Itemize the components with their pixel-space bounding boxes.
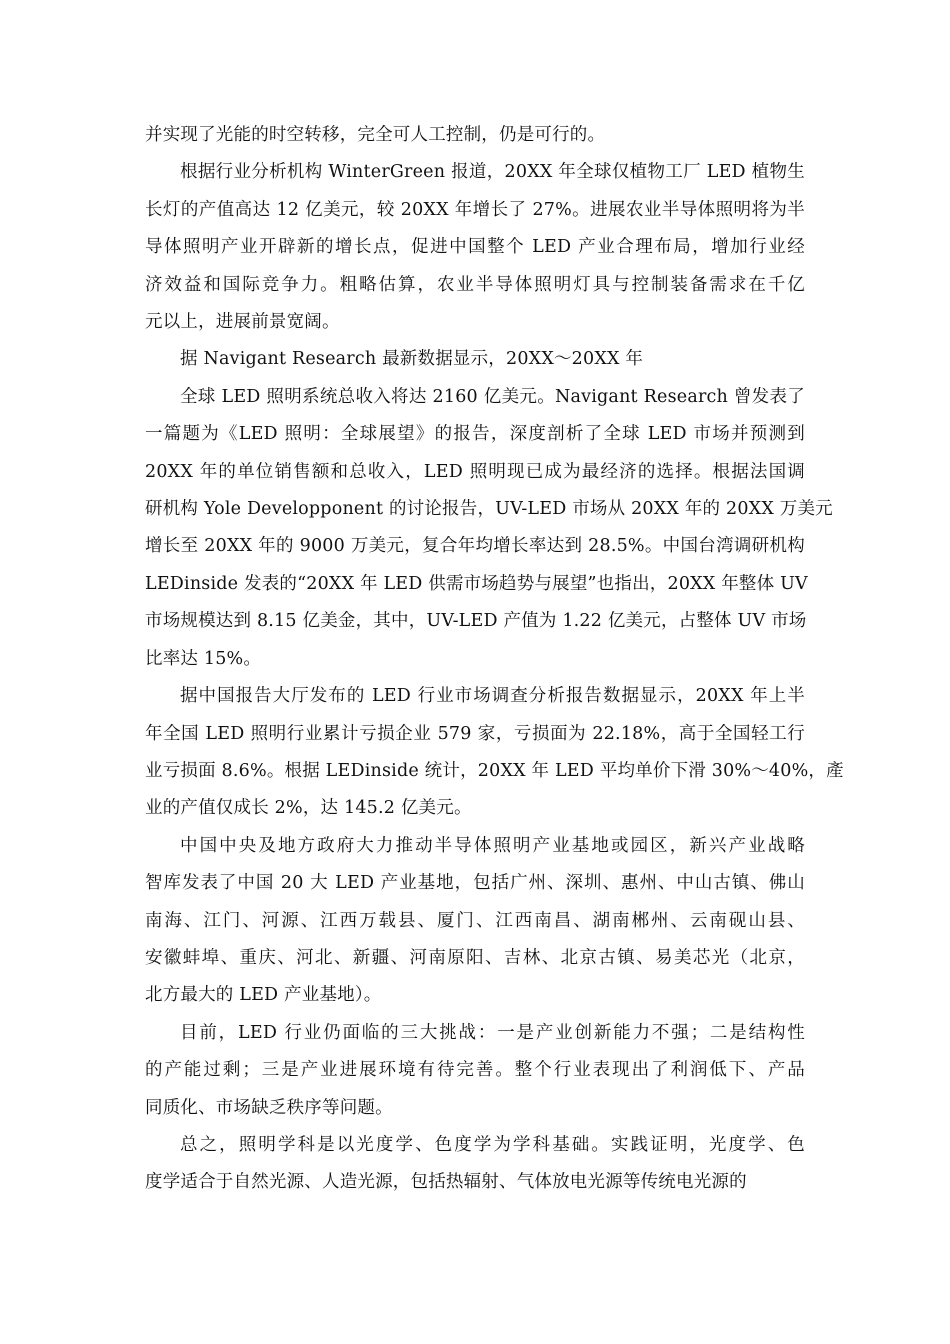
text-line: 全球 LED 照明系统总收入将达 2160 亿美元。Navigant Research 曾发表了 xyxy=(180,386,805,407)
text-line: 北方最大的 LED 产业基地）。 xyxy=(145,985,382,1006)
text-line: 比率达 15%。 xyxy=(145,648,262,669)
text-line: 同质化、市场缺乏秩序等问题。 xyxy=(145,1097,393,1118)
text-line: 业的产值仅成长 2%，达 145.2 亿美元。 xyxy=(145,798,472,819)
text-line: 中国中央及地方政府大力推动半导体照明产业基地或园区，新兴产业战略 xyxy=(180,835,805,856)
text-line: 20XX 年的单位销售额和总收入，LED 照明现已成为最经济的选择。根据法国调 xyxy=(145,461,805,482)
paragraph xyxy=(145,379,833,678)
text-line: 度学适合于自然光源、人造光源，包括热辐射、气体放电光源等传统电光源的 xyxy=(145,1172,747,1193)
text-line: 研机构 Yole Developponent 的讨论报告，UV-LED 市场从 20XX 年的 20XX 万美元 xyxy=(145,499,833,520)
paragraph xyxy=(145,154,805,341)
text-line: 目前，LED 行业仍面临的三大挑战：一是产业创新能力不强；二是结构性 xyxy=(180,1022,805,1043)
text-line: 安徽蚌埠、重庆、河北、新疆、河南原阳、吉林、北京古镇、易美芯光（北京， xyxy=(145,947,805,968)
paragraph xyxy=(145,117,805,154)
paragraph xyxy=(145,678,844,828)
paragraph xyxy=(145,828,805,1015)
text-line: 一篇题为《LED 照明：全球展望》的报告，深度剖析了全球 LED 市场并预测到 xyxy=(145,424,805,445)
text-line: 市场规模达到 8.15 亿美金，其中，UV-LED 产值为 1.22 亿美元，占整体 UV 市场 xyxy=(145,611,807,632)
text-line: 业亏损面 8.6%。根据 LEDinside 统计，20XX 年 LED 平均单价下滑 30%～40%，產 xyxy=(145,760,844,781)
text-line: LEDinside 发表的“20XX 年 LED 供需市场趋势与展望”也指出，20XX 年整体 UV xyxy=(145,573,808,594)
text-line: 南海、江门、河源、江西万载县、厦门、江西南昌、湖南郴州、云南砚山县、 xyxy=(145,910,805,931)
text-line: 年全国 LED 照明行业累计亏损企业 579 家，亏损面为 22.18%，高于全国轻工行 xyxy=(145,723,805,744)
text-line: 根据行业分析机构 WinterGreen 报道，20XX 年全球仅植物工厂 LED 植物生 xyxy=(180,162,805,183)
paragraph xyxy=(145,341,805,378)
document-body xyxy=(145,117,844,1202)
text-line: 长灯的产值高达 12 亿美元，较 20XX 年增长了 27%。进展农业半导体照明将为半 xyxy=(145,199,805,220)
text-line: 的产能过剩；三是产业进展环境有待完善。整个行业表现出了利润低下、产品 xyxy=(145,1060,805,1081)
text-line: 增长至 20XX 年的 9000 万美元，复合年均增长率达到 28.5%。中国台湾调研机构 xyxy=(145,536,805,557)
text-line: 据中国报告大厅发布的 LED 行业市场调查分析报告数据显示，20XX 年上半 xyxy=(180,686,805,707)
text-line: 导体照明产业开辟新的增长点，促进中国整个 LED 产业合理布局，增加行业经 xyxy=(145,237,805,258)
paragraph xyxy=(145,1127,805,1202)
text-line: 元以上，进展前景宽阔。 xyxy=(145,312,340,333)
text-line: 据 Navigant Research 最新数据显示，20XX～20XX 年 xyxy=(180,349,644,370)
text-line: 并实现了光能的时空转移，完全可人工控制，仍是可行的。 xyxy=(145,125,606,145)
text-line: 济效益和国际竞争力。粗略估算，农业半导体照明灯具与控制装备需求在千亿 xyxy=(145,274,805,295)
text-line: 总之，照明学科是以光度学、色度学为学科基础。实践证明，光度学、色 xyxy=(180,1134,805,1155)
text-line: 智库发表了中国 20 大 LED 产业基地，包括广州、深圳、惠州、中山古镇、佛山 xyxy=(145,873,805,894)
paragraph xyxy=(145,1015,805,1127)
